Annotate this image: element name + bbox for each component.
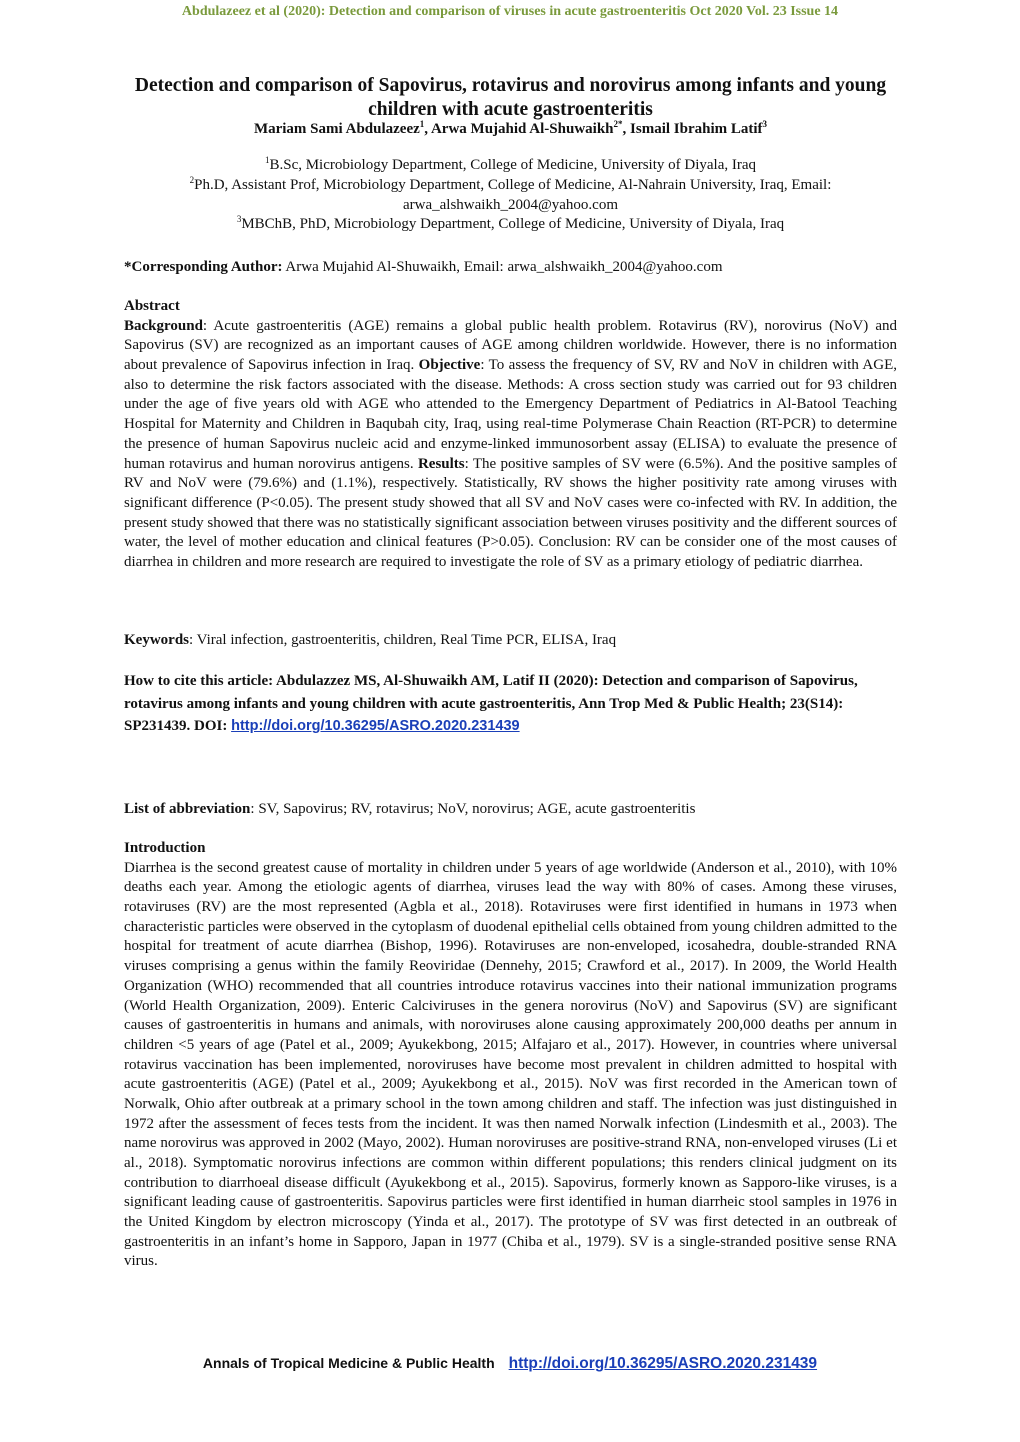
introduction-section	[124, 839, 897, 1272]
keywords-label: Keywords	[124, 632, 189, 648]
abbreviations	[124, 799, 897, 819]
objective-label: Objective	[418, 357, 481, 374]
citation-text: How to cite this article: Abdulazzez MS, Al-Shuwaikh AM, Latif II (2020): Detection and comparison of Sapovirus, rotavirus among infants and young children with acute gastroenteritis, Ann Trop Med & Public Health; 23(S14): SP231439. DOI:	[124, 673, 858, 735]
author-name: Mariam Sami Abdulazeez	[253, 121, 420, 137]
affiliation-line	[124, 196, 897, 216]
objective-text: : To assess the frequency of SV, RV and NoV in children with AGE, also to determine the risk factors associated with the disease. Methods: A cross section study was carried out for 93 children under the age of five years old with AGE who attended to the Emergency Department of Pediatrics in Al-Batool Teaching Hospital for Maternity and Children in Baqubah city, Iraq, using real-time Polymerase Chain Reaction (RT-PCR) to determine the presence of human Sapovirus nucleic acid and enzyme-linked immunosorbent assay (ELISA) to evaluate the presence of human rotavirus and human norovirus antigens.	[124, 357, 897, 472]
affiliation-sup: 3	[236, 214, 242, 225]
affiliation-text: MBChB, PhD, Microbiology Department, College of Medicine, University of Diyala, Iraq	[241, 216, 785, 233]
paper-title: Detection and comparison of Sapovirus, rotavirus and norovirus among infants and young children with acute gastroenteritis	[134, 75, 887, 120]
footer-doi-link[interactable]: http://doi.org/10.36295/ASRO.2020.231439	[508, 1355, 818, 1372]
corresponding-author	[124, 257, 897, 277]
author-name: Ismail Ibrahim Latif	[630, 121, 763, 137]
author-name: Arwa Mujahid Al-Shuwaikh	[430, 121, 614, 137]
affiliation-line	[124, 176, 897, 196]
author-sup: 3	[762, 119, 768, 129]
author-sup: 2*	[613, 119, 623, 129]
corresponding-text: Arwa Mujahid Al-Shuwaikh, Email: arwa_alshwaikh_2004@yahoo.com	[282, 259, 723, 275]
affiliation-sup: 1	[264, 155, 270, 165]
affiliation-sup: 2	[189, 174, 195, 185]
results-label: Results	[417, 455, 465, 472]
running-header: Abdulazeez et al (2020): Detection and comparison of viruses in acute gastroenteritis Oct 2020 Vol. 23 Issue 14	[181, 4, 839, 19]
introduction-heading: Introduction	[124, 840, 206, 856]
affiliation-text: Ph.D, Assistant Prof, Microbiology Department, College of Medicine, Al-Nahrain University, Iraq, Email:	[194, 176, 832, 193]
author-sep: ,	[622, 121, 631, 137]
abstract-body	[124, 317, 897, 573]
affiliation-text: arwa_alshwaikh_2004@yahoo.com	[402, 196, 618, 213]
background-text: : Acute gastroenteritis (AGE) remains a global public health problem. Rotavirus (RV), norovirus (NoV) and Sapovirus (SV) are recognized as an important causes of AGE among children worldwide. However, there is no information about prevalence of Sapovirus infection in Iraq.	[124, 317, 897, 374]
page-footer	[0, 1355, 1020, 1373]
affiliation-line	[124, 215, 897, 235]
citation-doi-link[interactable]: http://doi.org/10.36295/ASRO.2020.231439	[231, 718, 520, 735]
abbreviations-text: : SV, Sapovirus; RV, rotavirus; NoV, norovirus; AGE, acute gastroenteritis	[250, 801, 696, 817]
introduction-body: Diarrhea is the second greatest cause of mortality in children under 5 years of age worldwide (Anderson et al., 2010), with 10% deaths each year. Among the etiologic agents of diarrhea, viruses lead the way with 80% of cases. Among these viruses, rotaviruses (RV) are the most represented (Agbla et al., 2018). Rotaviruses were first identified in humans in 1973 when characteristic particles were observed in the cytoplasm of duodenal epithelial cells obtained from young children admitted to the hospital for treatment of acute diarrhea (Bishop, 1996). Rotaviruses are non-enveloped, icosahedra, double-stranded RNA viruses comprising a genus within the family Reoviridae (Dennehy, 2015; Crawford et al., 2017). In 2009, the World Health Organization (WHO) recommended that all countries introduce rotavirus vaccines into their national immunization programs (World Health Organization, 2009). Enteric Calciviruses in the genera norovirus (NoV) and Sapovirus (SV) are significant causes of gastroenteritis in humans and animals, with noroviruses alone causing approximately 200,000 deaths per annum in children <5 years of age (Patel et al., 2009; Ayukekbong, 2015; Alfajaro et al., 2017). However, in countries where universal rotavirus vaccination has been implemented, noroviruses have become most prevalent in children admitted to hospital with acute gastroenteritis (AGE) (Patel et al., 2009; Ayukekbong et al., 2015). NoV was first recorded in the American town of Norwalk, Ohio after outbreak at a primary school in the town among children and staff. The infection was just distinguished in 1972 after the assessment of feces tests from the incident. It was then named Norwalk infection (Lindesmith et al., 2003). The name norovirus was approved in 2002 (Mayo, 2002). Human noroviruses are positive-strand RNA, non-enveloped viruses (Li et al., 2018). Symptomatic norovirus infections are common within different populations; this renders clinical judgment on its contribution to diarrhoeal disease difficult (Ayukekbong et al., 2015). Sapovirus, formerly known as Sapporo-like viruses, is a significant leading cause of gastroenteritis. Sapovirus particles were first identified in human diarrheic stool samples in 1976 in the United Kingdom by electron microscopy (Yinda et al., 2017). The prototype of SV was first detected in an outbreak of gastroenteritis in an infant’s home in Sapporo, Japan in 1977 (Chiba et al., 1979). SV is a single-stranded positive sense RNA virus.	[124, 859, 897, 1270]
abstract-heading: Abstract	[124, 298, 180, 314]
author-list	[124, 119, 897, 139]
keywords-text: : Viral infection, gastroenteritis, children, Real Time PCR, ELISA, Iraq	[189, 632, 617, 648]
affiliations	[124, 156, 897, 235]
citation	[124, 670, 897, 738]
affiliation-text: B.Sc, Microbiology Department, College of Medicine, University of Diyala, Iraq	[269, 157, 757, 173]
footer-journal: Annals of Tropical Medicine & Public Health	[202, 1355, 495, 1371]
results-text: : The positive samples of SV were (6.5%). And the positive samples of RV and NoV were (79.6%) and (1.1%), respectively. Statistically, RV shows the higher positivity rate among viruses with significant difference (P<0.05). The present study showed that all SV and NoV cases were co-infected with RV. In addition, the present study showed that there was no statistically significant association between viruses positivity and the different sources of water, the level of mother education and clinical features (P>0.05). Conclusion: RV can be consider one of the most causes of diarrhea in children and more research are required to investigate the role of SV as a primary etiology of pediatric diarrhea.	[124, 455, 897, 570]
keywords	[124, 630, 897, 650]
author-sep: ,	[424, 121, 431, 137]
abbreviations-label: List of abbreviation	[124, 801, 251, 817]
corresponding-label: *Corresponding Author:	[124, 259, 283, 275]
affiliation-line	[124, 156, 897, 176]
background-label: Background	[124, 317, 203, 334]
author-sup: 1	[419, 119, 425, 129]
abstract-section	[124, 297, 897, 573]
